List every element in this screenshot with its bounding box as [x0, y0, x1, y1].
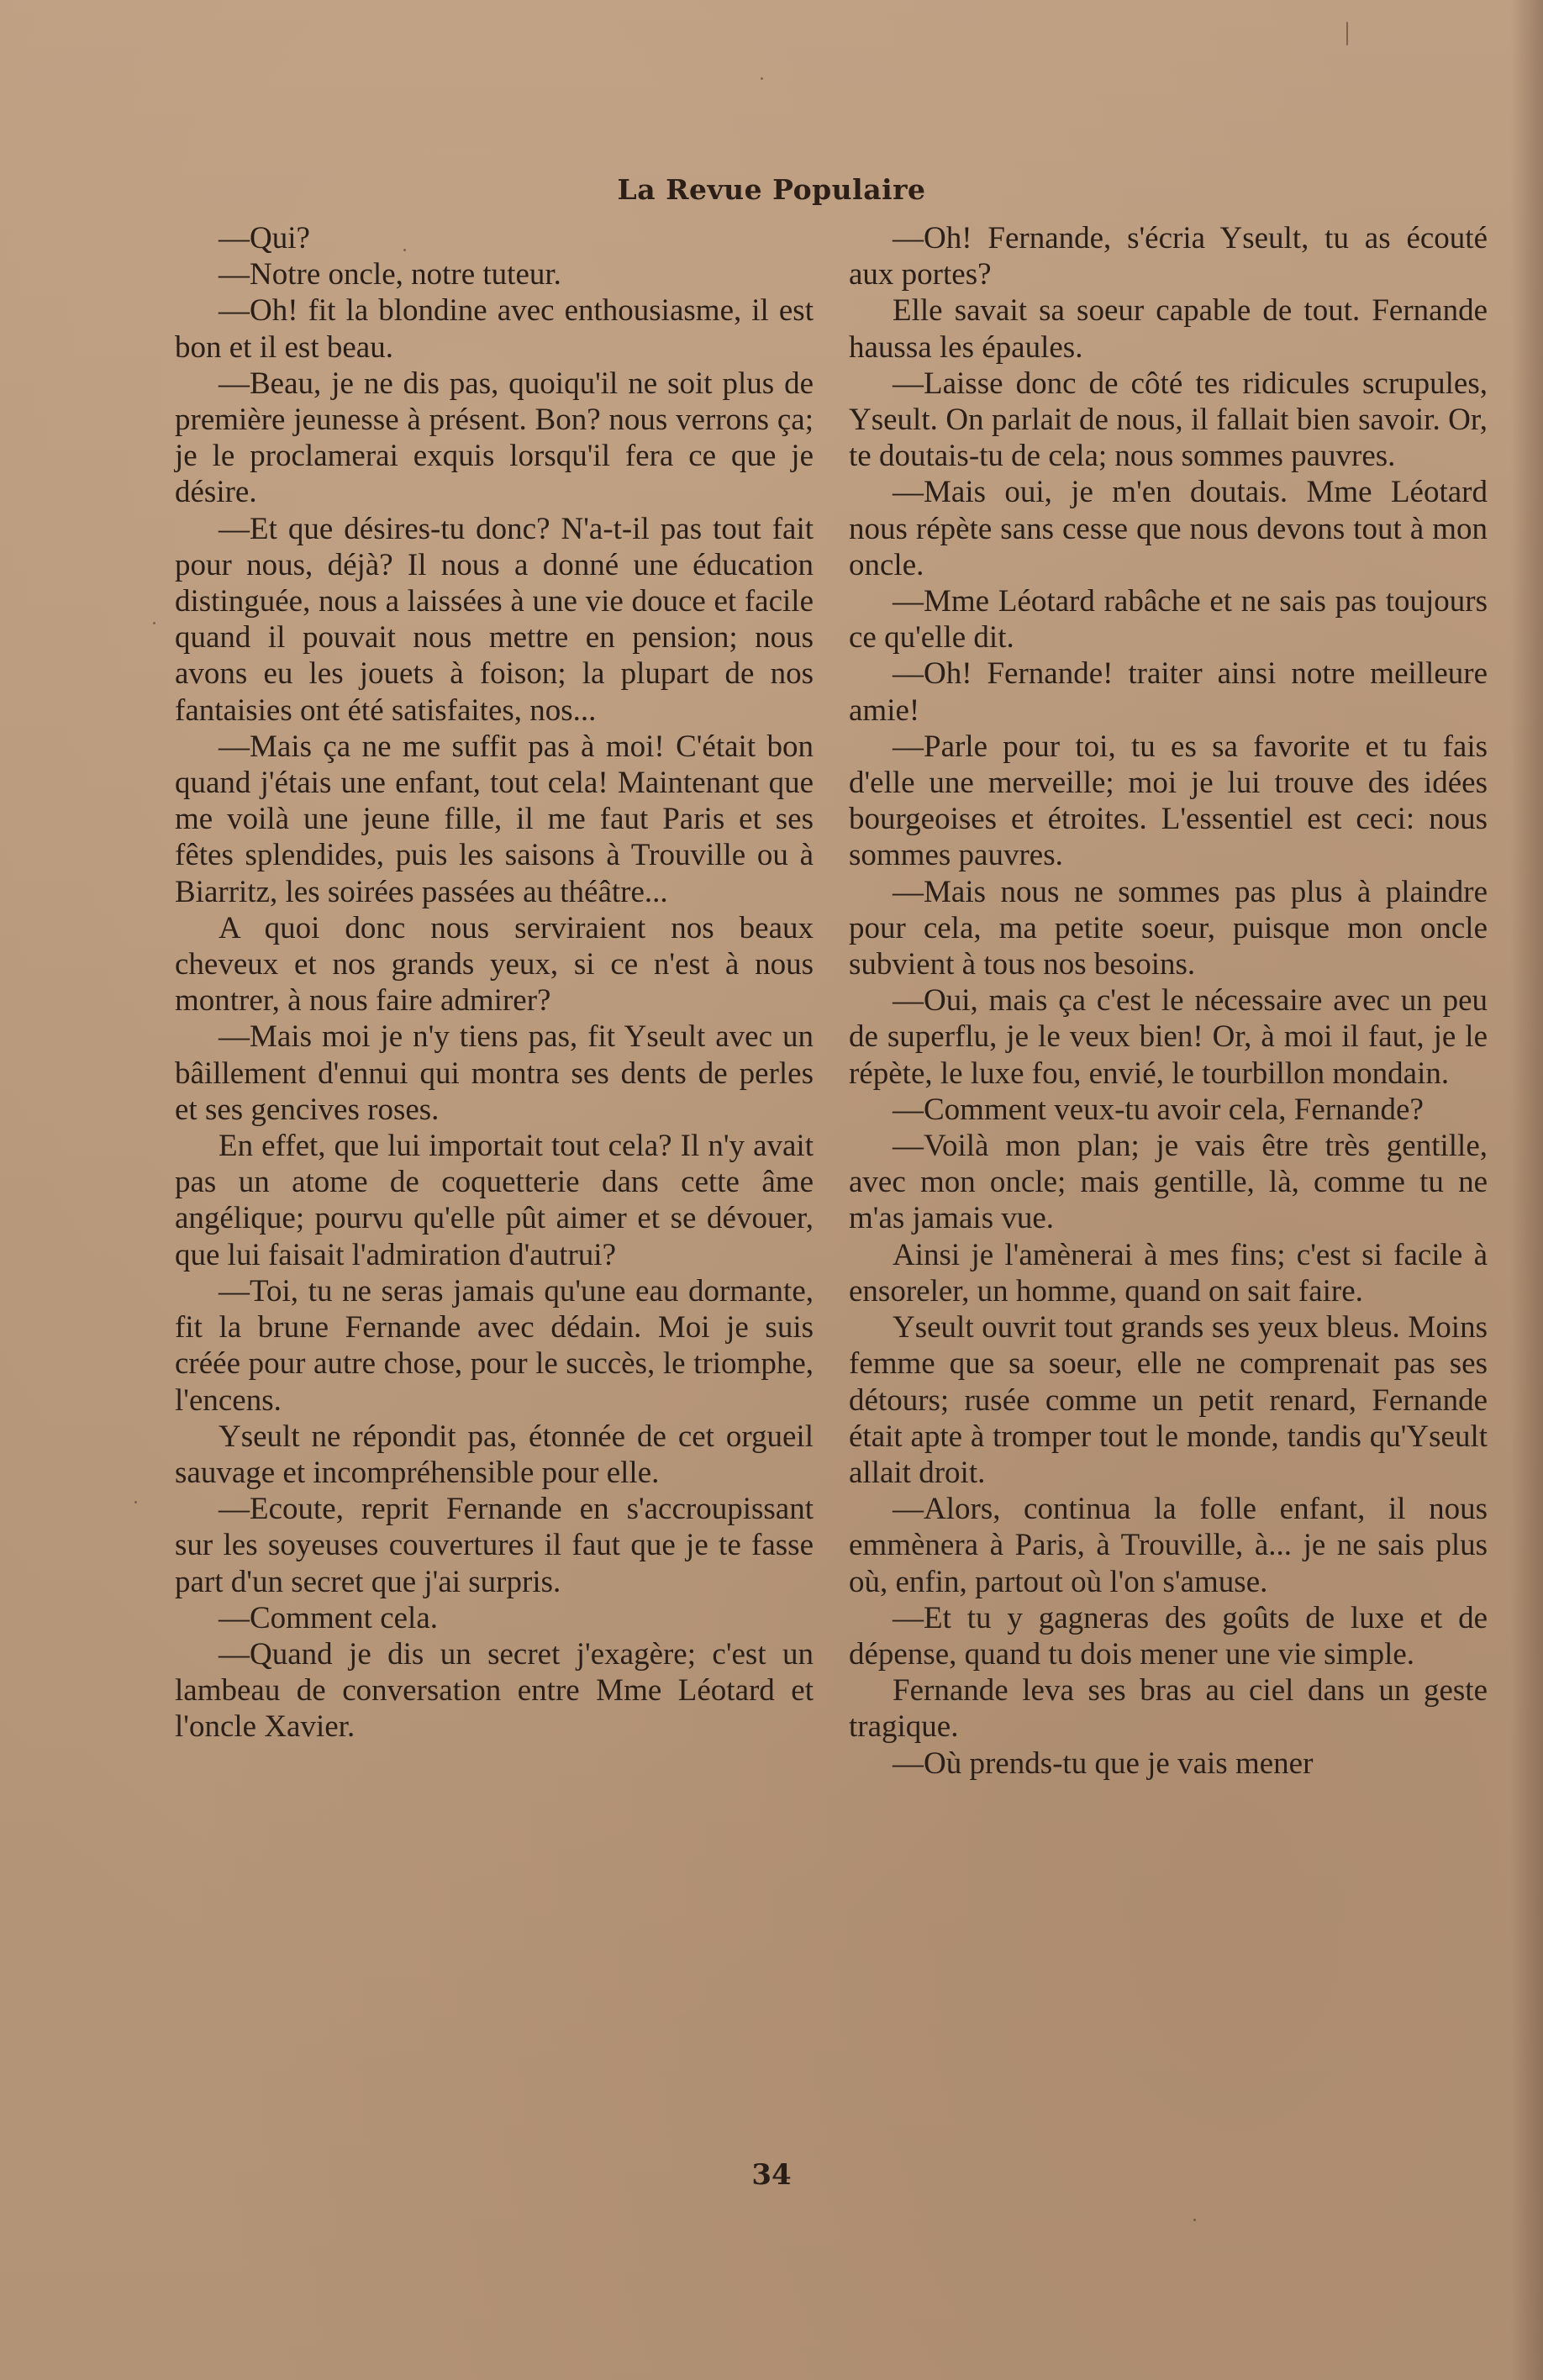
paragraph: Elle savait sa soeur capable de tout. Fernande haussa les épaules.: [849, 293, 1488, 365]
paragraph: —Mais ça ne me suffit pas à moi! C'était bon quand j'étais une enfant, tout cela! Maintenant que me voilà une jeune fille, il me faut Paris et ses fêtes splendides, puis les saisons à Trouville ou à Biarritz, les soirées passées au théâtre...: [175, 729, 814, 909]
paragraph: —Oh! fit la blondine avec enthousiasme, il est bon et il est beau.: [175, 293, 814, 365]
paragraph: En effet, que lui importait tout cela? Il n'y avait pas un atome de coquetterie dans cette âme angélique; pourvu qu'elle pût aimer et se dévouer, que lui faisait l'admiration d'autrui?: [175, 1129, 814, 1272]
paragraph: —Parle pour toi, tu es sa favorite et tu fais d'elle une merveille; moi je lui trouve des idées bourgeoises et étroites. L'essentiel est ceci: nous sommes pauvres.: [849, 729, 1488, 873]
paragraph: —Toi, tu ne seras jamais qu'une eau dormante, fit la brune Fernande avec dédain. Moi je suis créée pour autre chose, pour le succès, le triomphe, l'encens.: [175, 1273, 814, 1418]
paragraph: —Comment cela.: [219, 1600, 438, 1635]
paper-speck: [1346, 22, 1348, 45]
left-column: [175, 220, 814, 1746]
right-column: [849, 220, 1488, 1782]
paragraph: Yseult ouvrit tout grands ses yeux bleus. Moins femme que sa soeur, elle ne comprenait pas ses détours; rusée comme un petit renard, Fernande était apte à tromper tout le monde, tandis qu'Yseult allait droit.: [849, 1310, 1488, 1490]
paragraph: —Qui?: [219, 221, 310, 255]
paragraph: —Et tu y gagneras des goûts de luxe et de dépense, quand tu dois mener une vie simple.: [849, 1600, 1488, 1672]
paragraph: —Mme Léotard rabâche et ne sais pas toujours ce qu'elle dit.: [849, 584, 1488, 656]
paragraph: —Ecoute, reprit Fernande en s'accroupissant sur les soyeuses couvertures il faut que je te fasse part d'un secret que j'ai surpris.: [175, 1492, 814, 1599]
paragraph: —Oui, mais ça c'est le nécessaire avec un peu de superflu, je le veux bien! Or, à moi il faut, je le répète, le luxe fou, envié, le tourbillon mondain.: [849, 983, 1488, 1091]
paragraph: —Mais oui, je m'en doutais. Mme Léotard nous répète sans cesse que nous devons tout à mon oncle.: [849, 475, 1488, 582]
paragraph: —Où prends-tu que je vais mener: [893, 1746, 1314, 1781]
paper-speck: [153, 622, 155, 624]
page-number: 34: [751, 2158, 792, 2192]
paragraph: —Quand je dis un secret j'exagère; c'est un lambeau de conversation entre Mme Léotard et l'oncle Xavier.: [175, 1636, 814, 1745]
paragraph: —Comment veux-tu avoir cela, Fernande?: [893, 1092, 1424, 1127]
paragraph: —Mais nous ne sommes pas plus à plaindre pour cela, ma petite soeur, puisque mon oncle subvient à tous nos besoins.: [849, 874, 1488, 982]
paper-speck: [761, 77, 763, 80]
paragraph: —Et que désires-tu donc? N'a-t-il pas tout fait pour nous, déjà? Il nous a donné une éducation distinguée, nous a laissées à une vie douce et facile quand il pouvait nous mettre en pension; nous avons eu les jouets à foison; la plupart de nos fantaisies ont été satisfaites, nos...: [175, 511, 814, 728]
paragraph: Fernande leva ses bras au ciel dans un geste tragique.: [849, 1673, 1488, 1745]
paragraph: —Oh! Fernande! traiter ainsi notre meilleure amie!: [849, 656, 1488, 728]
paragraph: —Mais moi je n'y tiens pas, fit Yseult avec un bâillement d'ennui qui montra ses dents de perles et ses gencives roses.: [175, 1019, 814, 1127]
paper-speck: [134, 1501, 137, 1503]
paper-speck: [1193, 2219, 1196, 2221]
running-header: La Revue Populaire: [617, 173, 926, 206]
paragraph: Ainsi je l'amènerai à mes fins; c'est si facile à ensoreler, un homme, quand on sait faire.: [849, 1237, 1488, 1308]
paragraph: —Notre oncle, notre tuteur.: [219, 257, 561, 292]
paragraph: —Beau, je ne dis pas, quoiqu'il ne soit plus de première jeunesse à présent. Bon? nous verrons ça; je le proclamerai exquis lorsqu'il fera ce que je désire.: [175, 366, 814, 510]
paragraph: A quoi donc nous serviraient nos beaux cheveux et nos grands yeux, si ce n'est à nous montrer, à nous faire admirer?: [175, 910, 814, 1019]
paragraph: —Laisse donc de côté tes ridicules scrupules, Yseult. On parlait de nous, il fallait bien savoir. Or, te doutais-tu de cela; nous sommes pauvres.: [849, 366, 1488, 474]
paragraph: —Alors, continua la folle enfant, il nous emmènera à Paris, à Trouville, à... je ne sais plus où, enfin, partout où l'on s'amuse.: [849, 1492, 1488, 1599]
paragraph: —Voilà mon plan; je vais être très gentille, avec mon oncle; mais gentille, là, comme tu ne m'as jamais vue.: [849, 1129, 1488, 1236]
paragraph: Yseult ne répondit pas, étonnée de cet orgueil sauvage et incompréhensible pour elle.: [175, 1419, 814, 1490]
paragraph: —Oh! Fernande, s'écria Yseult, tu as écouté aux portes?: [849, 221, 1488, 292]
